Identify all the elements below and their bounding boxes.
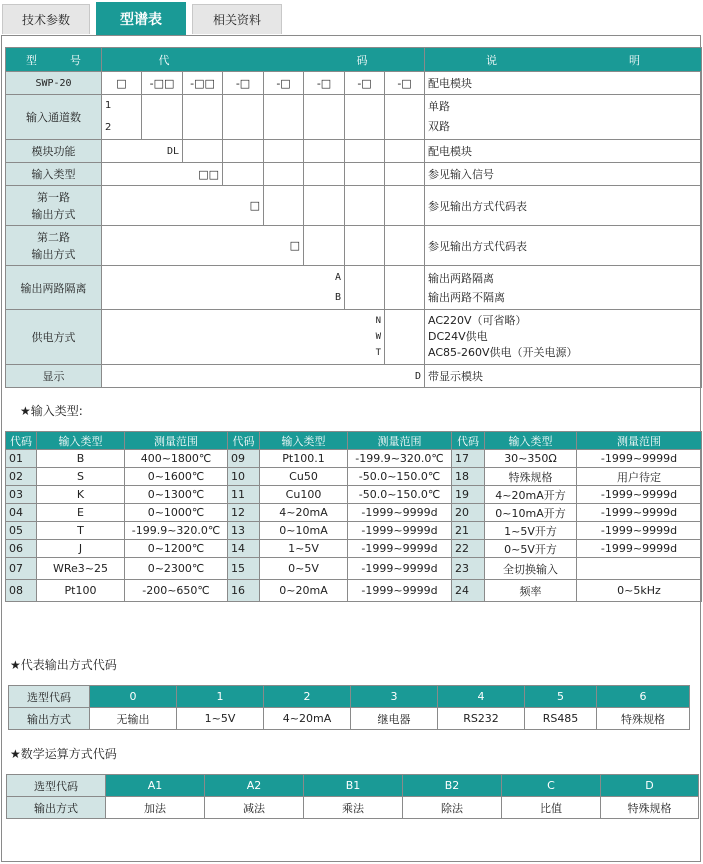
input-code-cell: 24 <box>452 580 485 602</box>
desc-isolation: 输出两路隔离 输出两路不隔离 <box>425 266 702 310</box>
model-desc: 配电模块 <box>425 72 702 95</box>
row-label-display: 显示 <box>6 365 102 388</box>
output-value: RS232 <box>438 708 525 730</box>
input-type-cell: 4~20mA开方 <box>485 486 577 504</box>
input-range-cell: -1999~9999d <box>577 540 702 558</box>
math-code: D <box>601 775 699 797</box>
math-code: A1 <box>106 775 205 797</box>
input-code-cell: 22 <box>452 540 485 558</box>
row-label-output1: 第一路 输出方式 <box>6 186 102 226</box>
output-value: 无输出 <box>90 708 177 730</box>
input-type-cell: WRe3~25 <box>37 558 125 580</box>
input-range-cell <box>577 558 702 580</box>
input-type-cell: Cu50 <box>260 468 348 486</box>
input-type-cell: T <box>37 522 125 540</box>
code-power: N W T <box>102 310 385 365</box>
code-cell: -□ <box>223 72 264 95</box>
input-type-cell: J <box>37 540 125 558</box>
model-table <box>5 47 702 388</box>
output-section-title: ★代表输出方式代码 <box>10 658 117 672</box>
input-range-cell: -1999~9999d <box>348 540 452 558</box>
desc-function: 配电模块 <box>425 140 702 163</box>
code-cell: -□ <box>345 72 385 95</box>
input-code-cell: 19 <box>452 486 485 504</box>
input-type-row <box>6 558 702 580</box>
input-code-cell: 16 <box>228 580 260 602</box>
input-type-cell: E <box>37 504 125 522</box>
input-type-cell: 频率 <box>485 580 577 602</box>
input-code-cell: 08 <box>6 580 37 602</box>
input-code-cell: 13 <box>228 522 260 540</box>
input-range-cell: -1999~9999d <box>348 504 452 522</box>
input-section-title: ★输入类型: <box>20 404 83 418</box>
desc-display: 带显示模块 <box>425 365 702 388</box>
code-cell: -□ <box>304 72 345 95</box>
input-code-cell: 06 <box>6 540 37 558</box>
math-code: C <box>502 775 601 797</box>
code-output2: □ <box>102 226 304 266</box>
code-channels: 1 2 <box>102 95 142 140</box>
output-code: 6 <box>597 686 690 708</box>
output-code-table <box>8 685 690 730</box>
input-code-cell: 04 <box>6 504 37 522</box>
tab-related-docs[interactable]: 相关资料 <box>192 4 282 34</box>
input-code-cell: 03 <box>6 486 37 504</box>
math-value: 减法 <box>205 797 304 819</box>
input-type-row <box>6 580 702 602</box>
code-cell: -□□ <box>142 72 183 95</box>
desc-channels: 单路 双路 <box>425 95 702 140</box>
input-range-cell: 0~1000℃ <box>125 504 228 522</box>
input-type-cell: 0~10mA开方 <box>485 504 577 522</box>
row-label-input-type: 输入类型 <box>6 163 102 186</box>
input-code-cell: 07 <box>6 558 37 580</box>
input-range-cell: -1999~9999d <box>348 558 452 580</box>
input-header-cell: 输入类型 <box>485 432 577 450</box>
input-type-row <box>6 522 702 540</box>
input-type-cell: 0~5V <box>260 558 348 580</box>
input-code-cell: 14 <box>228 540 260 558</box>
input-range-cell: 0~2300℃ <box>125 558 228 580</box>
output-value: 特殊规格 <box>597 708 690 730</box>
input-type-cell: 0~5V开方 <box>485 540 577 558</box>
tab-model-spectrum[interactable]: 型谱表 <box>96 2 186 36</box>
input-header-cell: 测量范围 <box>577 432 702 450</box>
input-header-cell: 测量范围 <box>348 432 452 450</box>
math-code: B2 <box>403 775 502 797</box>
header-code: 代 码 <box>102 48 425 72</box>
input-code-cell: 21 <box>452 522 485 540</box>
input-code-cell: 01 <box>6 450 37 468</box>
input-type-cell: 1~5V开方 <box>485 522 577 540</box>
row-label-output2: 第二路 输出方式 <box>6 226 102 266</box>
input-type-cell: 0~20mA <box>260 580 348 602</box>
row-label-power: 供电方式 <box>6 310 102 365</box>
input-type-row <box>6 486 702 504</box>
input-range-cell: -200~650℃ <box>125 580 228 602</box>
code-cell: -□ <box>385 72 425 95</box>
code-cell: -□ <box>264 72 304 95</box>
output-code: 0 <box>90 686 177 708</box>
desc-power: AC220V（可省略） DC24V供电 AC85-260V供电（开关电源） <box>425 310 702 365</box>
math-code: A2 <box>205 775 304 797</box>
math-code-table <box>6 774 699 819</box>
input-code-cell: 23 <box>452 558 485 580</box>
input-range-cell: 0~5kHz <box>577 580 702 602</box>
math-value: 特殊规格 <box>601 797 699 819</box>
header-desc: 说 明 <box>425 48 702 72</box>
input-range-cell: -1999~9999d <box>577 486 702 504</box>
input-header-cell: 代码 <box>228 432 260 450</box>
math-row-label: 输出方式 <box>7 797 106 819</box>
input-range-cell: -50.0~150.0℃ <box>348 486 452 504</box>
input-range-cell: 0~1300℃ <box>125 486 228 504</box>
input-code-cell: 20 <box>452 504 485 522</box>
input-code-cell: 10 <box>228 468 260 486</box>
tab-bar <box>0 0 703 36</box>
output-code: 1 <box>177 686 264 708</box>
math-section-title: ★数学运算方式代码 <box>10 747 117 761</box>
input-type-row <box>6 540 702 558</box>
math-value: 加法 <box>106 797 205 819</box>
code-cell: -□□ <box>183 72 223 95</box>
input-code-cell: 09 <box>228 450 260 468</box>
input-type-cell: B <box>37 450 125 468</box>
math-header-label: 选型代码 <box>7 775 106 797</box>
input-range-cell: -50.0~150.0℃ <box>348 468 452 486</box>
input-code-cell: 15 <box>228 558 260 580</box>
input-range-cell: -199.9~320.0℃ <box>348 450 452 468</box>
output-code: 4 <box>438 686 525 708</box>
code-display: D <box>102 365 425 388</box>
header-model: 型 号 <box>6 48 102 72</box>
input-range-cell: 用户待定 <box>577 468 702 486</box>
input-type-row <box>6 504 702 522</box>
input-type-cell: 0~10mA <box>260 522 348 540</box>
desc-output2: 参见输出方式代码表 <box>425 226 702 266</box>
input-range-cell: -1999~9999d <box>348 522 452 540</box>
math-value: 乘法 <box>304 797 403 819</box>
input-range-cell: 0~1200℃ <box>125 540 228 558</box>
input-range-cell: -1999~9999d <box>577 504 702 522</box>
math-value: 除法 <box>403 797 502 819</box>
input-header-cell: 代码 <box>6 432 37 450</box>
output-code: 3 <box>351 686 438 708</box>
input-range-cell: 400~1800℃ <box>125 450 228 468</box>
output-value: 1~5V <box>177 708 264 730</box>
input-code-cell: 17 <box>452 450 485 468</box>
input-type-row <box>6 450 702 468</box>
input-type-cell: 4~20mA <box>260 504 348 522</box>
input-range-cell: -1999~9999d <box>577 522 702 540</box>
input-type-cell: 特殊规格 <box>485 468 577 486</box>
input-range-cell: 0~1600℃ <box>125 468 228 486</box>
input-type-cell: Pt100 <box>37 580 125 602</box>
input-header-cell: 代码 <box>452 432 485 450</box>
input-type-cell: Pt100.1 <box>260 450 348 468</box>
input-range-cell: -1999~9999d <box>348 580 452 602</box>
input-code-cell: 05 <box>6 522 37 540</box>
code-input-type: □□ <box>102 163 223 186</box>
row-label-channels: 输入通道数 <box>6 95 102 140</box>
input-range-cell: -199.9~320.0℃ <box>125 522 228 540</box>
output-value: RS485 <box>525 708 597 730</box>
row-label-isolation: 输出两路隔离 <box>6 266 102 310</box>
code-isolation: A B <box>102 266 345 310</box>
output-code: 2 <box>264 686 351 708</box>
input-code-cell: 18 <box>452 468 485 486</box>
tab-tech-params[interactable]: 技术参数 <box>2 4 90 34</box>
input-type-cell: 30~350Ω <box>485 450 577 468</box>
math-code: B1 <box>304 775 403 797</box>
input-type-cell: 全切换输入 <box>485 558 577 580</box>
output-code: 5 <box>525 686 597 708</box>
input-header-cell: 输入类型 <box>260 432 348 450</box>
input-range-cell: -1999~9999d <box>577 450 702 468</box>
input-type-cell: K <box>37 486 125 504</box>
input-code-cell: 02 <box>6 468 37 486</box>
input-type-row <box>6 468 702 486</box>
input-type-cell: S <box>37 468 125 486</box>
output-value: 4~20mA <box>264 708 351 730</box>
input-code-cell: 12 <box>228 504 260 522</box>
output-header-label: 选型代码 <box>9 686 90 708</box>
row-label-function: 模块功能 <box>6 140 102 163</box>
input-type-table <box>5 431 702 602</box>
input-code-cell: 11 <box>228 486 260 504</box>
input-header-cell: 测量范围 <box>125 432 228 450</box>
desc-input-type: 参见输入信号 <box>425 163 702 186</box>
output-value: 继电器 <box>351 708 438 730</box>
model-name: SWP-20 <box>6 72 102 95</box>
code-cell: □ <box>102 72 142 95</box>
code-output1: □ <box>102 186 264 226</box>
input-type-cell: 1~5V <box>260 540 348 558</box>
math-value: 比值 <box>502 797 601 819</box>
input-header-cell: 输入类型 <box>37 432 125 450</box>
desc-output1: 参见输出方式代码表 <box>425 186 702 226</box>
output-row-label: 输出方式 <box>9 708 90 730</box>
input-type-cell: Cu100 <box>260 486 348 504</box>
code-function: DL <box>102 140 183 163</box>
